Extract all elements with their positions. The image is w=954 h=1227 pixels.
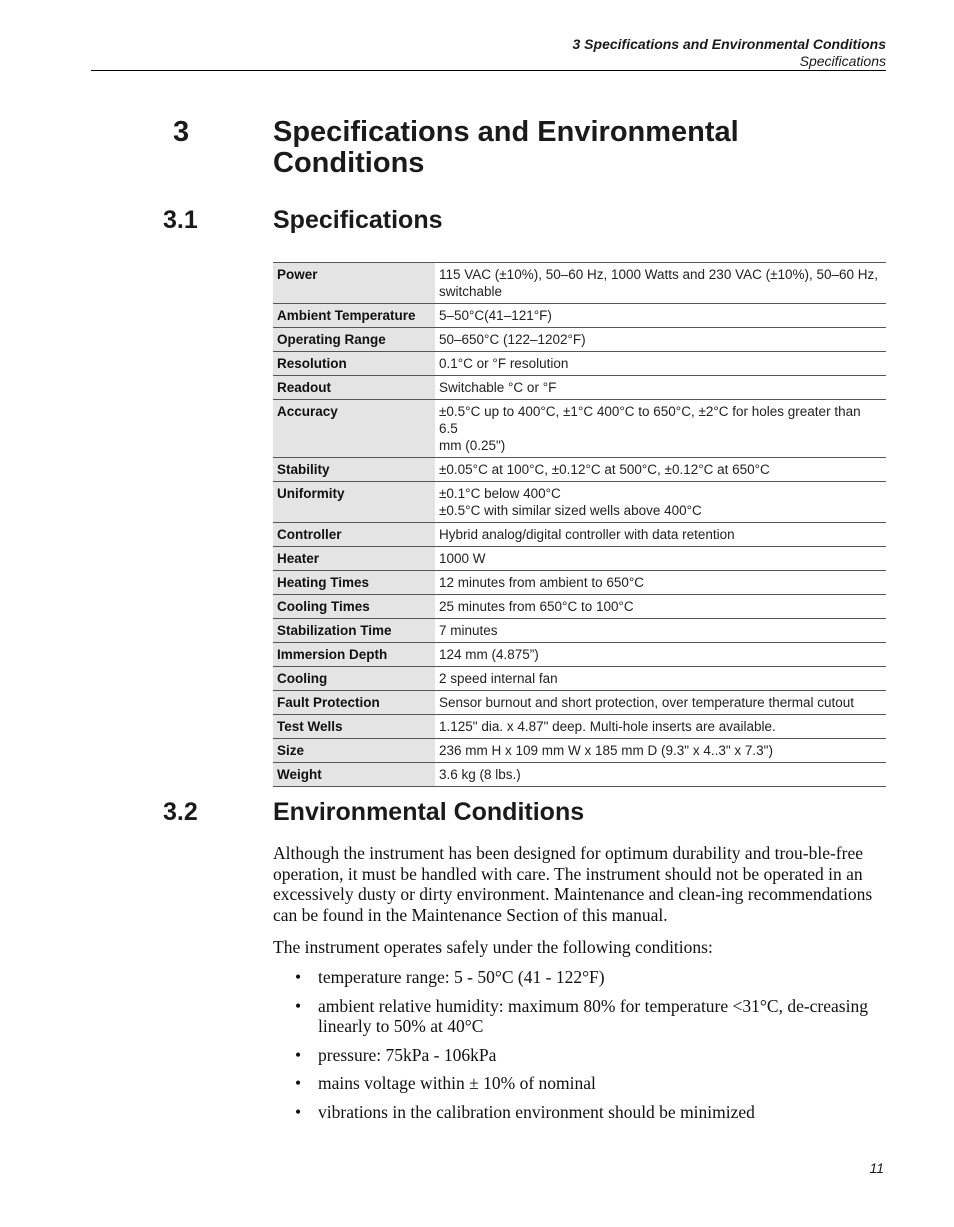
condition-item bbox=[293, 1045, 873, 1066]
condition-item bbox=[293, 967, 873, 988]
spec-value: 2 speed internal fan bbox=[435, 667, 886, 691]
condition-text: ambient relative humidity: maximum 80% for temperature <31°C, de-creasing linearly to 50% at 40°C bbox=[318, 995, 868, 1036]
chapter-title-line-1: Specifications and Environmental bbox=[273, 116, 739, 148]
spec-row bbox=[273, 595, 886, 619]
condition-text: mains voltage within ± 10% of nominal bbox=[318, 1073, 596, 1093]
spec-row bbox=[273, 643, 886, 667]
specifications-table bbox=[273, 262, 886, 787]
running-head-chapter: 3 Specifications and Environmental Conditions bbox=[572, 36, 886, 52]
spec-label: Stabilization Time bbox=[273, 619, 435, 643]
bullet-icon: • bbox=[295, 1073, 302, 1093]
spec-row bbox=[273, 482, 886, 523]
spec-label: Test Wells bbox=[273, 715, 435, 739]
running-head bbox=[573, 36, 887, 70]
spec-label: Resolution bbox=[273, 352, 435, 376]
spec-value: 7 minutes bbox=[435, 619, 886, 643]
section-1-number: 3.1 bbox=[163, 206, 198, 234]
spec-label: Power bbox=[273, 263, 435, 304]
spec-value: Switchable °C or °F bbox=[435, 376, 886, 400]
spec-value: 115 VAC (±10%), 50–60 Hz, 1000 Watts and 230 VAC (±10%), 50–60 Hz, switchable bbox=[435, 263, 886, 304]
spec-value: ±0.1°C below 400°C ±0.5°C with similar sized wells above 400°C bbox=[435, 482, 886, 523]
spec-row bbox=[273, 739, 886, 763]
spec-row bbox=[273, 715, 886, 739]
conditions-intro: The instrument operates safely under the following conditions: bbox=[273, 937, 713, 957]
chapter-title bbox=[273, 117, 739, 179]
spec-label: Heating Times bbox=[273, 571, 435, 595]
condition-text: vibrations in the calibration environment should be minimized bbox=[318, 1101, 755, 1122]
spec-row bbox=[273, 304, 886, 328]
spec-row bbox=[273, 667, 886, 691]
chapter-number: 3 bbox=[173, 116, 190, 148]
spec-value: Sensor burnout and short protection, over temperature thermal cutout bbox=[435, 691, 886, 715]
environment-paragraph: Although the instrument has been designed for optimum durability and trou-ble-free operation, it must be handled with care. The instrument should not be operated in an excessively dusty or dirty environment. Maintenance and clean-ing recommendations can be found in the Maintenance Section of this manual. bbox=[273, 843, 873, 925]
spec-label: Readout bbox=[273, 376, 435, 400]
spec-value: 1000 W bbox=[435, 547, 886, 571]
section-1-title: Specifications bbox=[273, 206, 443, 234]
bullet-icon: • bbox=[295, 995, 302, 1016]
spec-row bbox=[273, 763, 886, 787]
condition-text: temperature range: 5 - 50°C (41 - 122°F) bbox=[318, 967, 605, 987]
spec-row bbox=[273, 571, 886, 595]
spec-value: Hybrid analog/digital controller with data retention bbox=[435, 523, 886, 547]
running-head-section: Specifications bbox=[799, 53, 886, 69]
spec-row bbox=[273, 328, 886, 352]
spec-label: Heater bbox=[273, 547, 435, 571]
spec-value: 124 mm (4.875”) bbox=[435, 643, 886, 667]
bullet-icon: • bbox=[295, 1101, 302, 1122]
spec-label: Fault Protection bbox=[273, 691, 435, 715]
header-rule bbox=[91, 70, 886, 71]
spec-row bbox=[273, 458, 886, 482]
conditions-list bbox=[293, 967, 873, 1130]
specifications-table-body bbox=[273, 263, 886, 787]
spec-row bbox=[273, 619, 886, 643]
spec-label: Operating Range bbox=[273, 328, 435, 352]
page-number: 11 bbox=[869, 1160, 884, 1176]
bullet-icon: • bbox=[295, 967, 302, 987]
spec-value: 3.6 kg (8 lbs.) bbox=[435, 763, 886, 787]
spec-row bbox=[273, 691, 886, 715]
condition-item bbox=[293, 1073, 873, 1094]
spec-row bbox=[273, 547, 886, 571]
spec-value: 50–650°C (122–1202°F) bbox=[435, 328, 886, 352]
spec-value: ±0.5°C up to 400°C, ±1°C 400°C to 650°C, ±2°C for holes greater than 6.5 mm (0.25") bbox=[435, 400, 886, 458]
spec-row bbox=[273, 263, 886, 304]
spec-value: 236 mm H x 109 mm W x 185 mm D (9.3" x 4..3" x 7.3") bbox=[435, 739, 886, 763]
spec-label: Ambient Temperature bbox=[273, 304, 435, 328]
spec-label: Uniformity bbox=[273, 482, 435, 523]
section-2-title: Environmental Conditions bbox=[273, 798, 585, 826]
spec-row bbox=[273, 376, 886, 400]
spec-label: Cooling Times bbox=[273, 595, 435, 619]
spec-label: Stability bbox=[273, 458, 435, 482]
spec-value: 12 minutes from ambient to 650°C bbox=[435, 571, 886, 595]
condition-item bbox=[293, 996, 873, 1037]
spec-label: Cooling bbox=[273, 667, 435, 691]
section-2-number: 3.2 bbox=[163, 798, 198, 826]
spec-value: 5–50°C(41–121°F) bbox=[435, 304, 886, 328]
spec-label: Weight bbox=[273, 763, 435, 787]
condition-text: pressure: 75kPa - 106kPa bbox=[318, 1044, 497, 1065]
spec-label: Controller bbox=[273, 523, 435, 547]
spec-row bbox=[273, 523, 886, 547]
spec-value: 25 minutes from 650°C to 100°C bbox=[435, 595, 886, 619]
bullet-icon: • bbox=[295, 1044, 302, 1065]
spec-value: 0.1°C or °F resolution bbox=[435, 352, 886, 376]
spec-value: ±0.05°C at 100°C, ±0.12°C at 500°C, ±0.12°C at 650°C bbox=[435, 458, 886, 482]
spec-row bbox=[273, 400, 886, 458]
spec-label: Size bbox=[273, 739, 435, 763]
spec-label: Immersion Depth bbox=[273, 643, 435, 667]
spec-label: Accuracy bbox=[273, 400, 435, 458]
spec-value: 1.125" dia. x 4.87" deep. Multi-hole inserts are available. bbox=[435, 715, 886, 739]
spec-row bbox=[273, 352, 886, 376]
condition-item bbox=[293, 1102, 873, 1123]
chapter-title-line-2: Conditions bbox=[273, 147, 425, 179]
